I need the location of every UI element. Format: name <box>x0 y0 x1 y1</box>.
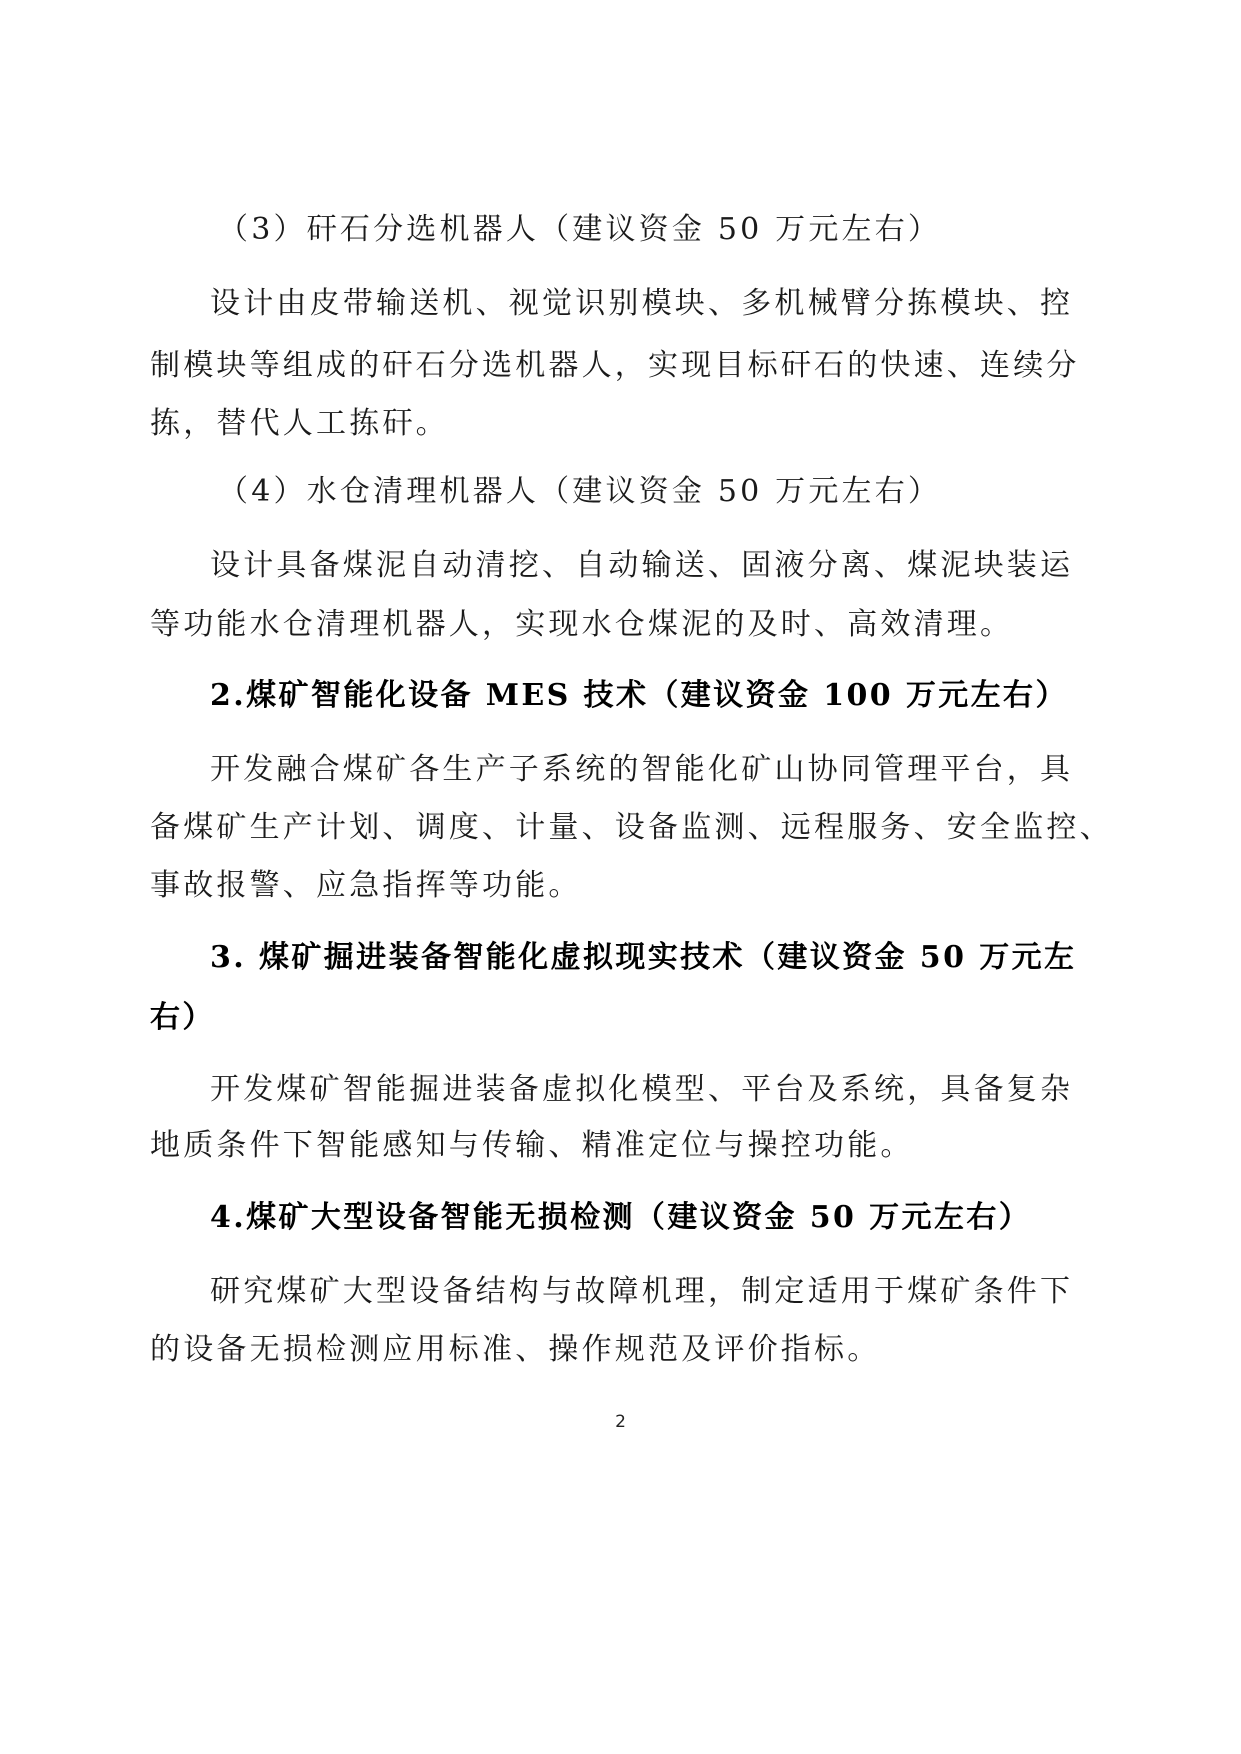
subheading-gangue-sorting-robot: （3）矸石分选机器人（建议资金 50 万元左右） <box>218 212 942 247</box>
paragraph-line: 研究煤矿大型设备结构与故障机理，制定适用于煤矿条件下 <box>210 1274 1074 1309</box>
paragraph-line: 拣，替代人工拣矸。 <box>150 406 449 441</box>
paragraph-line: 设计由皮带输送机、视觉识别模块、多机械臂分拣模块、控 <box>210 286 1074 321</box>
paragraph-line: 等功能水仓清理机器人，实现水仓煤泥的及时、高效清理。 <box>150 607 1014 642</box>
paragraph-line: 制模块等组成的矸石分选机器人，实现目标矸石的快速、连续分 <box>150 348 1080 383</box>
heading-vr-technology-cont: 右） <box>150 1000 215 1035</box>
heading-mes-technology: 2.煤矿智能化设备 MES 技术（建议资金 100 万元左右） <box>210 678 1068 713</box>
paragraph-line: 开发煤矿智能掘进装备虚拟化模型、平台及系统，具备复杂 <box>210 1072 1074 1107</box>
heading-nondestructive-testing: 4.煤矿大型设备智能无损检测（建议资金 50 万元左右） <box>210 1200 1032 1235</box>
page-number: 2 <box>615 1412 626 1432</box>
paragraph-line: 开发融合煤矿各生产子系统的智能化矿山协同管理平台，具 <box>210 752 1074 787</box>
paragraph-line: 设计具备煤泥自动清挖、自动输送、固液分离、煤泥块装运 <box>210 548 1074 583</box>
subheading-sump-cleaning-robot: （4）水仓清理机器人（建议资金 50 万元左右） <box>218 474 942 509</box>
paragraph-line: 事故报警、应急指挥等功能。 <box>150 868 582 903</box>
paragraph-line: 的设备无损检测应用标准、操作规范及评价指标。 <box>150 1332 881 1367</box>
heading-vr-technology: 3. 煤矿掘进装备智能化虚拟现实技术（建议资金 50 万元左 <box>210 940 1077 975</box>
paragraph-line: 备煤矿生产计划、调度、计量、设备监测、远程服务、安全监控、 <box>150 810 1113 845</box>
paragraph-line: 地质条件下智能感知与传输、精准定位与操控功能。 <box>150 1128 914 1163</box>
